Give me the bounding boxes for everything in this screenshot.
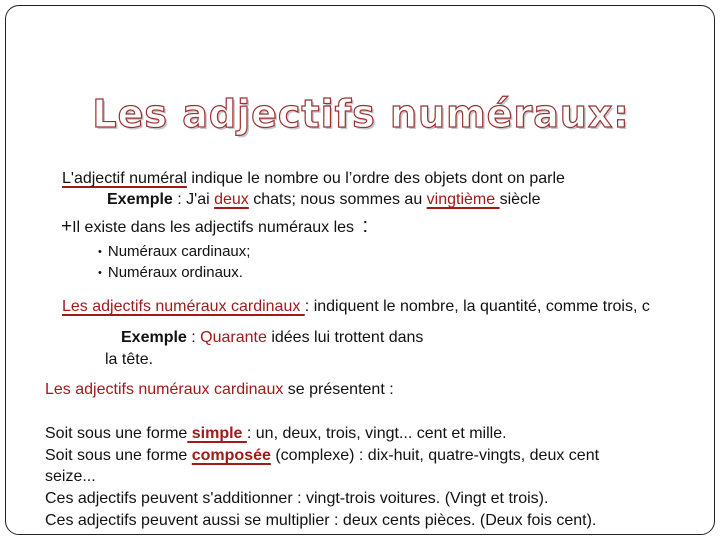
form-composee-pre: Soit sous une forme <box>45 447 192 464</box>
example2-line <box>121 328 423 348</box>
exists-text: Il existe dans les adjectifs numéraux les <box>72 219 355 236</box>
slide-title: Les adjectifs numéraux: <box>92 92 630 136</box>
example1-line <box>107 190 541 210</box>
example1-text-b: chats; nous sommes au <box>248 191 427 208</box>
form-simple-pre: Soit sous une forme <box>45 425 188 442</box>
list-item-label: Numéraux cardinaux; <box>107 243 251 260</box>
form-add-line <box>45 489 548 509</box>
example1-text-c: siècle <box>499 191 541 208</box>
definition-line <box>62 169 565 189</box>
plus-marker: + <box>61 216 73 237</box>
list-item <box>98 242 250 263</box>
presentation-text: se présentent : <box>283 381 394 398</box>
list-item-label: Numéraux ordinaux. <box>107 264 243 281</box>
cardinaux-definition-line <box>62 297 650 317</box>
form-composee-cont <box>45 467 96 487</box>
form-composee-word: composée <box>191 447 271 464</box>
example2-label: Exemple <box>121 329 187 346</box>
form-add-text: Ces adjectifs peuvent s'additionner : vingt-trois voitures. (Vingt et trois). <box>45 490 549 507</box>
example1-label: Exemple <box>107 191 173 208</box>
example1-highlight-vingtieme: vingtième <box>426 191 500 208</box>
definition-text: indique le nombre ou l’ordre des objets dont on parle <box>186 170 565 187</box>
exists-line <box>61 216 368 238</box>
example2-text-b: la tête. <box>105 351 154 368</box>
form-composee-cont-text: seize... <box>45 468 96 485</box>
form-composee-post: (complexe) : dix-huit, quatre-vingts, deux cent <box>270 447 600 464</box>
form-mult-text: Ces adjectifs peuvent aussi se multiplier : deux cents pièces. (Deux fois cent). <box>45 512 597 529</box>
cardinaux-term: Les adjectifs numéraux cardinaux <box>62 298 305 315</box>
form-composee-line <box>45 446 599 466</box>
presentation-term: Les adjectifs numéraux cardinaux <box>45 381 284 398</box>
example2-highlight: Quarante <box>200 329 267 346</box>
presentation-line <box>45 380 394 400</box>
example2-text-a: idées lui trottent dans <box>266 329 424 346</box>
example2-sep: : <box>186 329 201 346</box>
slide <box>5 5 715 535</box>
example2-line-2 <box>105 350 153 370</box>
bullet-icon: • <box>98 267 102 279</box>
definition-term: L'adjectif numéral <box>62 170 187 187</box>
bullet-icon: • <box>98 246 102 258</box>
exists-colon: : <box>362 215 369 237</box>
list-item <box>98 263 243 284</box>
form-simple-line <box>45 424 507 444</box>
cardinaux-text: : indiquent le nombre, la quantité, comme trois, c <box>304 298 650 315</box>
example1-highlight-deux: deux <box>214 191 249 208</box>
example1-text-a: : J'ai <box>172 191 215 208</box>
form-mult-line <box>45 511 596 531</box>
form-simple-post: : un, deux, trois, vingt... cent et mille. <box>246 425 507 442</box>
form-simple-word: simple <box>187 425 247 442</box>
